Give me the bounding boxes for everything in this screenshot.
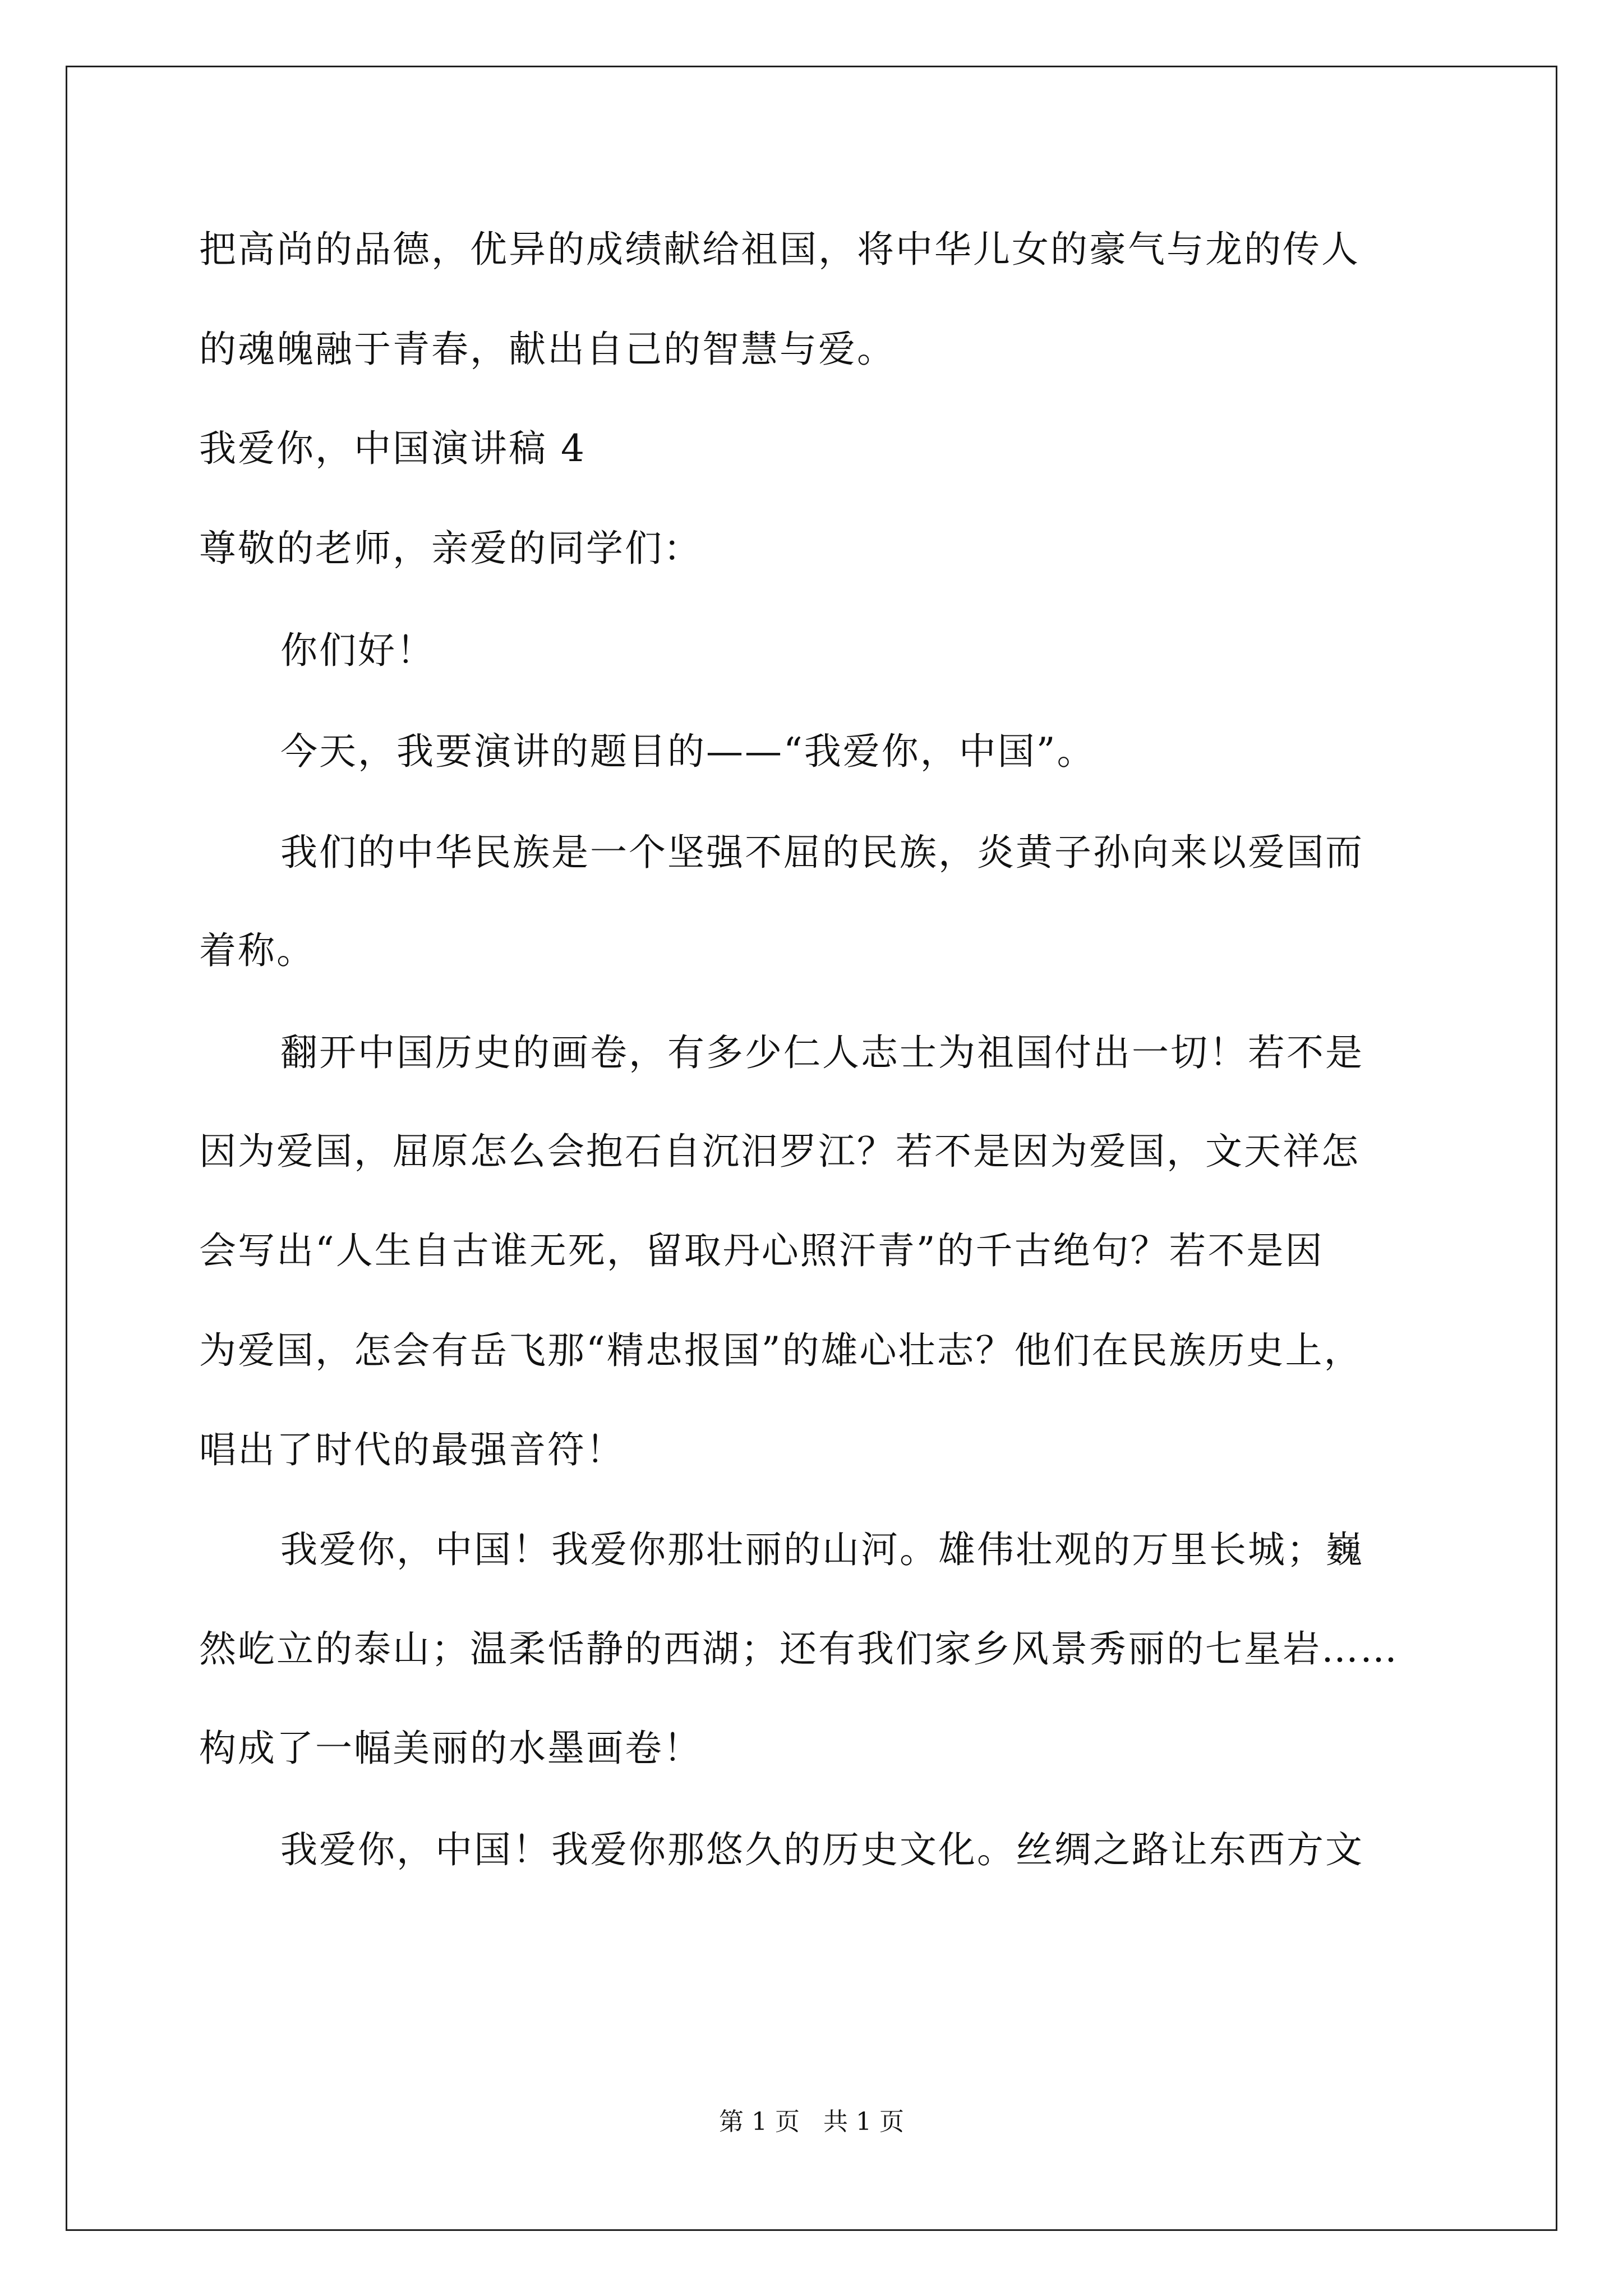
text-line-8: 着称。: [199, 929, 315, 972]
text-line-12: 为爱国，怎会有岳飞那“精忠报国”的雄心壮志？他们在民族历史上，: [199, 1329, 1363, 1372]
text-line-14: 我爱你，中国！我爱你那壮丽的山河。雄伟壮观的万里长城；巍: [280, 1528, 1364, 1571]
text-line-6: 今天，我要演讲的题目的——“我爱你，中国”。: [280, 730, 1096, 773]
text-line-13: 唱出了时代的最强音符！: [199, 1428, 625, 1471]
page-footer: 第 1 页 共 1 页: [719, 2108, 904, 2136]
text-line-16: 构成了一幅美丽的水墨画卷！: [199, 1727, 702, 1770]
text-line-1: 把高尚的品德，优异的成绩献给祖国，将中华儿女的豪气与龙的传人: [199, 228, 1360, 271]
text-line-10: 因为爱国，屈原怎么会抱石自沉汨罗江？若不是因为爱国，文天祥怎: [199, 1130, 1360, 1173]
salutation: 尊敬的老师，亲爱的同学们：: [199, 527, 702, 570]
text-line-11: 会写出“人生自古谁无死，留取丹心照汗青”的千古绝句？若不是因: [199, 1229, 1324, 1272]
section-heading: 我爱你，中国演讲稿 4: [199, 427, 586, 470]
text-line-15: 然屹立的泰山；温柔恬静的西湖；还有我们家乡风景秀丽的七星岩……: [199, 1627, 1399, 1671]
text-line-9: 翻开中国历史的画卷，有多少仁人志士为祖国付出一切！若不是: [280, 1031, 1364, 1074]
text-line-2: 的魂魄融于青春，献出自己的智慧与爱。: [199, 328, 896, 371]
greeting: 你们好！: [280, 629, 435, 672]
text-line-7: 我们的中华民族是一个坚强不屈的民族，炎黄子孙向来以爱国而: [280, 831, 1364, 874]
text-line-17: 我爱你，中国！我爱你那悠久的历史文化。丝绸之路让东西方文: [280, 1828, 1364, 1871]
